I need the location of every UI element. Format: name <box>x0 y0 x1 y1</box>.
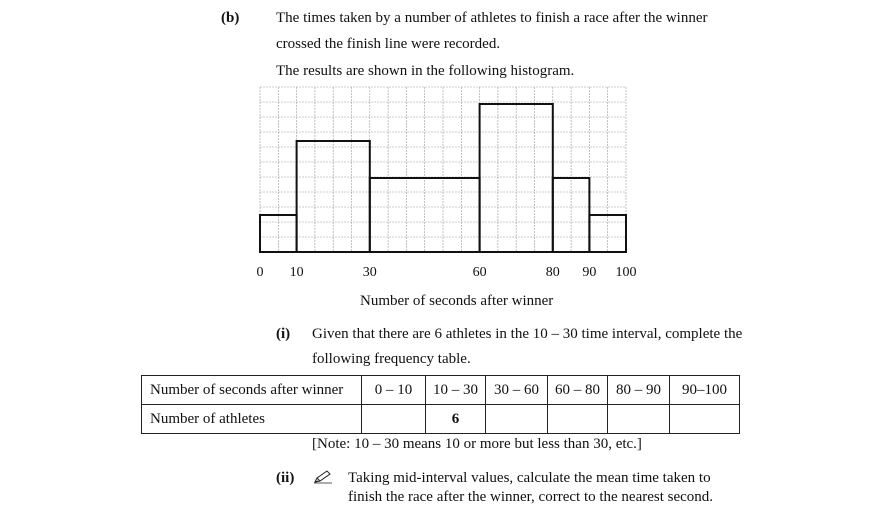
part-ii-line-2: finish the race after the winner, correct to the nearest second. <box>348 489 714 505</box>
interval-cell: 90–100 <box>670 376 740 405</box>
x-tick-label: 60 <box>472 265 487 280</box>
histogram-tick-labels <box>257 265 637 280</box>
x-tick-label: 10 <box>289 265 304 280</box>
histogram-grid <box>260 87 626 252</box>
interval-cell: 0 – 10 <box>362 376 426 405</box>
pencil-icon <box>313 470 333 484</box>
frequency-table <box>141 375 740 434</box>
x-tick-label: 90 <box>582 265 597 280</box>
answer-cell[interactable] <box>486 405 548 434</box>
part-b-line-2: crossed the finish line were recorded. <box>276 36 501 52</box>
answer-cell[interactable] <box>548 405 608 434</box>
part-i-line-1: Given that there are 6 athletes in the 10 – 30 time interval, complete the <box>312 326 743 342</box>
row-header-athletes: Number of athletes <box>142 405 362 434</box>
x-tick-label: 0 <box>256 265 264 280</box>
x-tick-label: 100 <box>615 265 637 280</box>
interval-cell: 80 – 90 <box>608 376 670 405</box>
answer-cell[interactable] <box>608 405 670 434</box>
part-b-line-3: The results are shown in the following histogram. <box>276 63 575 79</box>
part-ii-label: (ii) <box>276 470 295 486</box>
x-tick-label: 30 <box>362 265 377 280</box>
part-ii-line-1: Taking mid-interval values, calculate the mean time taken to <box>348 470 711 486</box>
table-row-athletes <box>142 405 740 434</box>
interval-cell: 10 – 30 <box>426 376 486 405</box>
part-b-line-1: The times taken by a number of athletes to finish a race after the winner <box>276 10 708 26</box>
row-header-seconds: Number of seconds after winner <box>142 376 362 405</box>
x-tick-label: 80 <box>545 265 560 280</box>
part-i-label: (i) <box>276 326 291 342</box>
given-value-cell: 6 <box>426 405 486 434</box>
note: [Note: 10 – 30 means 10 or more but less than 30, etc.] <box>312 436 642 452</box>
histogram-x-label: Number of seconds after winner <box>360 293 554 309</box>
answer-cell[interactable] <box>670 405 740 434</box>
part-b-label: (b) <box>221 10 240 26</box>
part-i-line-2: following frequency table. <box>312 351 471 367</box>
interval-cell: 60 – 80 <box>548 376 608 405</box>
answer-cell[interactable] <box>362 405 426 434</box>
interval-cell: 30 – 60 <box>486 376 548 405</box>
table-row-intervals <box>142 376 740 405</box>
